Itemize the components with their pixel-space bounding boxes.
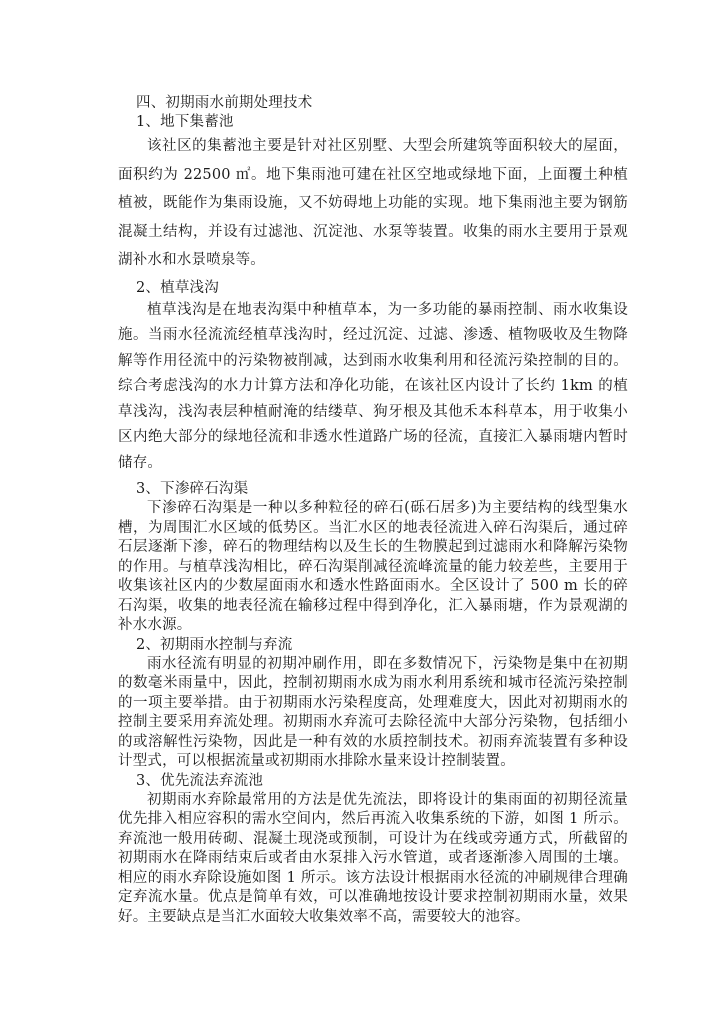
paragraph-priority-flow-tank: 初期雨水弃除最常用的方法是优先流法，即将设计的集雨面的初期径流量优先排入相应容积的需水空间内，然后再流入收集系统的下游，如图 1 所示。弃流池一般用砖砌、混凝土现浇或预制，可设计为在线或旁通方式，所截留的初期雨水在降雨结束后或者由水泵排入污水管道，或者逐渐渗入周围的土壤。相应的雨水弃除设施如图 1 所示。该方法设计根据雨水径流的冲刷规律合理确定弃流水量。优点是简单有效，可以准确地按设计要求控制初期雨水量，效果好。主要缺点是当汇水面较大收集效率不高，需要较大的池容。 (118, 791, 628, 925)
subsection-heading-grass-swale: 2、植草浅沟 (136, 279, 219, 296)
paragraph-underground-tank: 该社区的集蓄池主要是针对社区别墅、大型会所建筑等面积较大的屋面，面积约为 22500 ㎡。地下集雨池可建在社区空地或绿地下面，上面覆土种植植被，既能作为集雨设施，又不妨碍地上功能的实现。地下集雨池主要为钢筋混凝土结构，并设有过滤池、沉淀池、水泵等装置。收集的雨水主要用于景观湖补水和水景喷泉等。 (118, 138, 628, 268)
subsection-heading-gravel-trench: 3、下渗碎石沟渠 (136, 481, 249, 497)
section-title: 四、初期雨水前期处理技术 (136, 95, 313, 111)
subsection-heading-underground-tank: 1、地下集蓄池 (136, 114, 234, 130)
paragraph-gravel-trench: 下渗碎石沟渠是一种以多种粒径的碎石(砾石居多)为主要结构的线型集水槽，为周围汇水区域的低势区。当汇水区的地表径流进入碎石沟渠后，通过碎石层逐渐下渗，碎石的物理结构以及生长的生物膜起到过滤雨水和降解污染物的作用。与植草浅沟相比，碎石沟渠削减径流峰流量的能力较差些，主要用于收集该社区内的少数屋面雨水和透水性路面雨水。全区设计了 500 m 长的碎石沟渠，收集的地表径流在输移过程中得到净化，汇入暴雨塘，作为景观湖的补水水源。 (118, 500, 628, 633)
document-page (118, 94, 628, 927)
paragraph-grass-swale: 植草浅沟是在地表沟渠中种植草本，为一多功能的暴雨控制、雨水收集设施。当雨水径流流经植草浅沟时，经过沉淀、过滤、渗透、植物吸收及生物降解等作用径流中的污染物被削减，达到雨水收集利用和径流污染控制的目的。综合考虑浅沟的水力计算方法和净化功能，在该社区内设计了长约 1km 的植草浅沟，浅沟表层种植耐淹的结缕草、狗牙根及其他禾本科草本，用于收集小区内绝大部分的绿地径流和非透水性道路广场的径流，直接汇入暴雨塘内暂时储存。 (118, 301, 628, 471)
subsection-heading-priority-flow-tank: 3、优先流法弃流池 (136, 772, 264, 789)
paragraph-first-flush-control: 雨水径流有明显的初期冲刷作用，即在多数情况下，污染物是集中在初期的数毫米雨量中，因此，控制初期雨水成为雨水利用系统和城市径流污染控制的一项主要举措。由于初期雨水污染程度高，处理难度大，因此对初期雨水的控制主要采用弃流处理。初期雨水弃流可去除径流中大部分污染物，包括细小的或溶解性污染物，因此是一种有效的水质控制技术。初雨弃流装置有多种设计型式，可以根据流量或初期雨水排除水量来设计控制装置。 (118, 655, 628, 769)
subsection-heading-first-flush-control: 2、初期雨水控制与弃流 (136, 636, 293, 653)
